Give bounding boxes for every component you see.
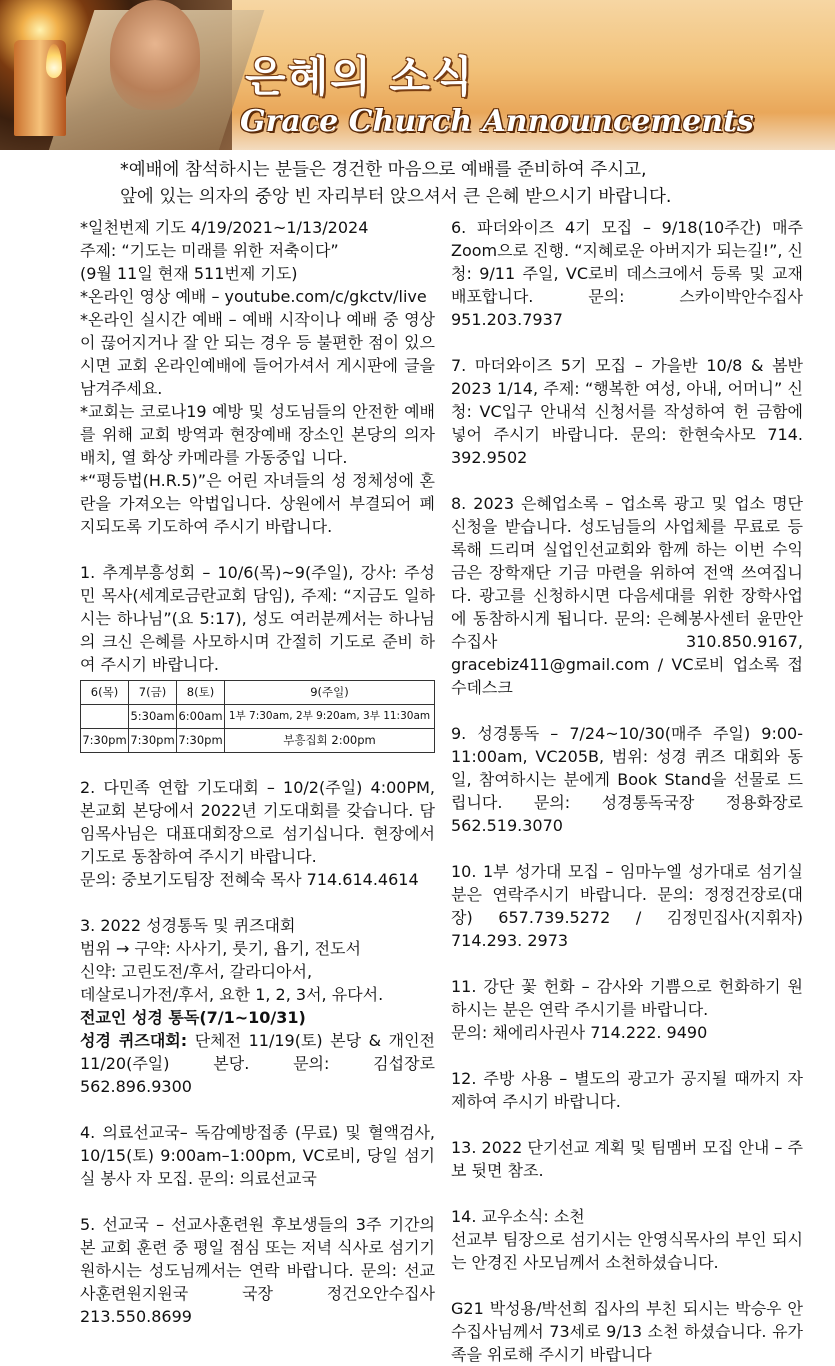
announcement-2-contact: 문의: 중보기도팀장 전혜숙 목사 714.614.4614 [80, 870, 419, 889]
announcement-3-line: 신약: 고린도전/후서, 갈라디아서, [80, 962, 313, 981]
left-column [80, 216, 435, 1328]
table-cell: 6:00am [177, 705, 225, 729]
candle-flame-icon [46, 44, 62, 78]
page-subtitle: Grace Church Announcements [240, 104, 754, 139]
notice-line: 주제: “기도는 미래를 위한 저축이다” [80, 241, 339, 260]
notice-line: *온라인 영상 예배 – youtube.com/c/gkctv/live [80, 287, 427, 306]
notice-line: (9월 11일 현재 511번제 기도) [80, 264, 298, 283]
announcement-1: 1. 추계부흥성회 – 10/6(목)~9(주일), 강사: 주성민 목사(세계로금란교회 담임), 주제: “지금도 일하시는 하나님”(요 5:17), 성도 여러분께서는 하나님의 크신 은혜를 사모하시며 간절히 기도로 준비 하여 주시기 바랍니다. [80, 563, 435, 674]
announcement-12: 12. 주방 사용 – 별도의 광고가 공지될 때까지 자제하여 주시기 바랍니다. [451, 1069, 803, 1111]
announcement-5: 5. 선교국 – 선교사훈련원 후보생들의 3주 기간의 본 교회 훈련 중 평일 점심 또는 저녁 식사로 섬기기 원하시는 성도님께서는 연락 바랍니다. 문의: 선교사훈련원지원국 국장 정건오안수집사 213.550.8699 [80, 1215, 435, 1326]
notice-line: *교회는 코로나19 예방 및 성도님들의 안전한 예배를 위해 교회 방역과 현장예배 장소인 본당의 의자 배치, 열 화상 카메라를 가동중입 니다. [80, 402, 435, 467]
table-row [81, 705, 435, 729]
announcement-3-quiz [80, 1029, 435, 1098]
table-row [81, 729, 435, 753]
announcement-14-title: 14. 교우소식: 소천 [451, 1207, 585, 1226]
announcement-7: 7. 마더와이즈 5기 모집 – 가을반 10/8 & 봄반 2023 1/14, 주제: “행복한 여성, 아내, 어머니” 신청: VC입구 안내석 신청서를 작성하여 헌 금함에 넣어 주시기 바랍니다. 문의: 한현숙사모 714. 392.9502 [451, 356, 803, 467]
announcement-3-line: 범위 → 구약: 사사기, 룻기, 욥기, 전도서 [80, 939, 361, 958]
table-header-cell: 8(토) [177, 681, 225, 705]
announcement-9: 9. 성경통독 – 7/24~10/30(매주 주일) 9:00-11:00am, VC205B, 범위: 성경 퀴즈 대회와 동일, 참여하시는 분에게 Book Stand을 선물로 드립니다. 문의: 성경통독국장 정용화장로 562.519.3070 [451, 724, 803, 835]
quiz-detail: 단체전 11/19(토) 본당 & 개인전 11/20(주일) 본당. 문의: 김섭장로 562.896.9300 [80, 1031, 435, 1096]
intro-line: 앞에 있는 의자의 중앙 빈 자리부터 앉으셔서 큰 은혜 받으시기 바랍니다. [120, 187, 672, 207]
page-title: 은혜의 소식 [245, 52, 475, 101]
candle-prayer-photo [0, 0, 232, 150]
table-cell: 1부 7:30am, 2부 9:20am, 3부 11:30am [225, 705, 435, 729]
table-cell: 7:30pm [81, 729, 129, 753]
notice-line: *일천번제 기도 4/19/2021~1/13/2024 [80, 218, 369, 237]
revival-schedule-table [80, 680, 435, 753]
table-header-cell: 9(주일) [225, 681, 435, 705]
announcement-3-reading: 전교인 성경 통독(7/1~10/31) [80, 1008, 306, 1027]
announcement-3-title: 3. 2022 성경통독 및 퀴즈대회 [80, 916, 296, 935]
candle-image [14, 40, 66, 136]
header-banner [0, 0, 835, 150]
right-column [451, 216, 803, 1366]
table-header-cell: 6(목) [81, 681, 129, 705]
praying-hands-image [110, 0, 200, 110]
notice-line: *온라인 실시간 예배 – 예배 시작이나 예배 중 영상이 끊어지거나 잘 안 되는 경우 등 불편한 점이 있으시면 교회 온라인예배에 들어가셔서 게시판에 글을 남겨주세요. [80, 310, 435, 398]
table-header-cell: 7(금) [129, 681, 177, 705]
notice-line: *“평등법(H.R.5)”은 어린 자녀들의 성 정체성에 혼란을 가져오는 악법입니다. 상원에서 부결되어 폐지되도록 기도하여 주시기 바랍니다. [80, 471, 435, 536]
table-cell [81, 705, 129, 729]
announcement-2: 2. 다민족 연합 기도대회 – 10/2(주일) 4:00PM, 본교회 본당에서 2022년 기도대회를 갖습니다. 담임목사님은 대표대회장으로 섬기십니다. 현장에서 기도로 동참하여 주시기 바랍니다. [80, 778, 435, 866]
announcement-11: 11. 강단 꽃 헌화 – 감사와 기쁨으로 헌화하기 원하시는 분은 연락 주시기를 바랍니다. [451, 977, 803, 1019]
quiz-label: 성경 퀴즈대회: [80, 1031, 188, 1050]
announcement-11-contact: 문의: 채에리사권사 714.222. 9490 [451, 1023, 708, 1042]
announcement-14-p2: G21 박성용/박선희 집사의 부친 되시는 박승우 안수집사님께서 73세로 9/13 소천 하셨습니다. 유가족을 위로해 주시기 바랍니다 [451, 1299, 803, 1364]
announcement-8: 8. 2023 은혜업소록 – 업소록 광고 및 업소 명단 신청을 받습니다. 성도님들의 사업체를 무료로 등록해 드리며 실업인선교회와 함께 하는 이번 수익금은 장학재단 기금 마련을 위하여 전액 쓰여집니다. 광고를 신청하시면 다음세대를 위한 장학사업에 동참하시게 됩니다. 문의: 은혜봉사센터 윤만안수집사 310.850.9167, gracebiz411@gmail.com / VC로비 업소록 접수데스크 [451, 494, 803, 697]
announcement-6: 6. 파더와이즈 4기 모집 – 9/18(10주간) 매주 Zoom으로 진행. “지혜로운 아버지가 되는길!”, 신청: 9/11 주일, VC로비 데스크에서 등록 및 교재 배포합니다. 문의: 스카이박안수집사 951.203.7937 [451, 218, 804, 329]
table-cell: 7:30pm [177, 729, 225, 753]
announcement-14-p1: 선교부 팀장으로 섬기시는 안영식목사의 부인 되시는 안경진 사모님께서 소천하셨습니다. [451, 1230, 803, 1272]
table-cell: 5:30am [129, 705, 177, 729]
table-cell: 7:30pm [129, 729, 177, 753]
announcement-3-line: 데살로니가전/후서, 요한 1, 2, 3서, 유다서. [80, 985, 384, 1004]
announcement-4: 4. 의료선교국– 독감예방접종 (무료) 및 혈액검사, 10/15(토) 9:00am–1:00pm, VC로비, 당일 섬기실 봉사 자 모집. 문의: 의료선교국 [80, 1123, 435, 1188]
intro-line: *예배에 참석하시는 분들은 경건한 마음으로 예배를 준비하여 주시고, [120, 160, 647, 180]
table-cell: 부흥집회 2:00pm [225, 729, 435, 753]
announcement-10: 10. 1부 성가대 모집 – 임마누엘 성가대로 섬기실 분은 연락주시기 바랍니다. 문의: 정정건장로(대장) 657.739.5272 / 김정민집사(지휘자) 714.293. 2973 [451, 862, 803, 950]
table-row [81, 681, 435, 705]
announcement-13: 13. 2022 단기선교 계획 및 팀멤버 모집 안내 – 주보 뒷면 참조. [451, 1138, 803, 1180]
